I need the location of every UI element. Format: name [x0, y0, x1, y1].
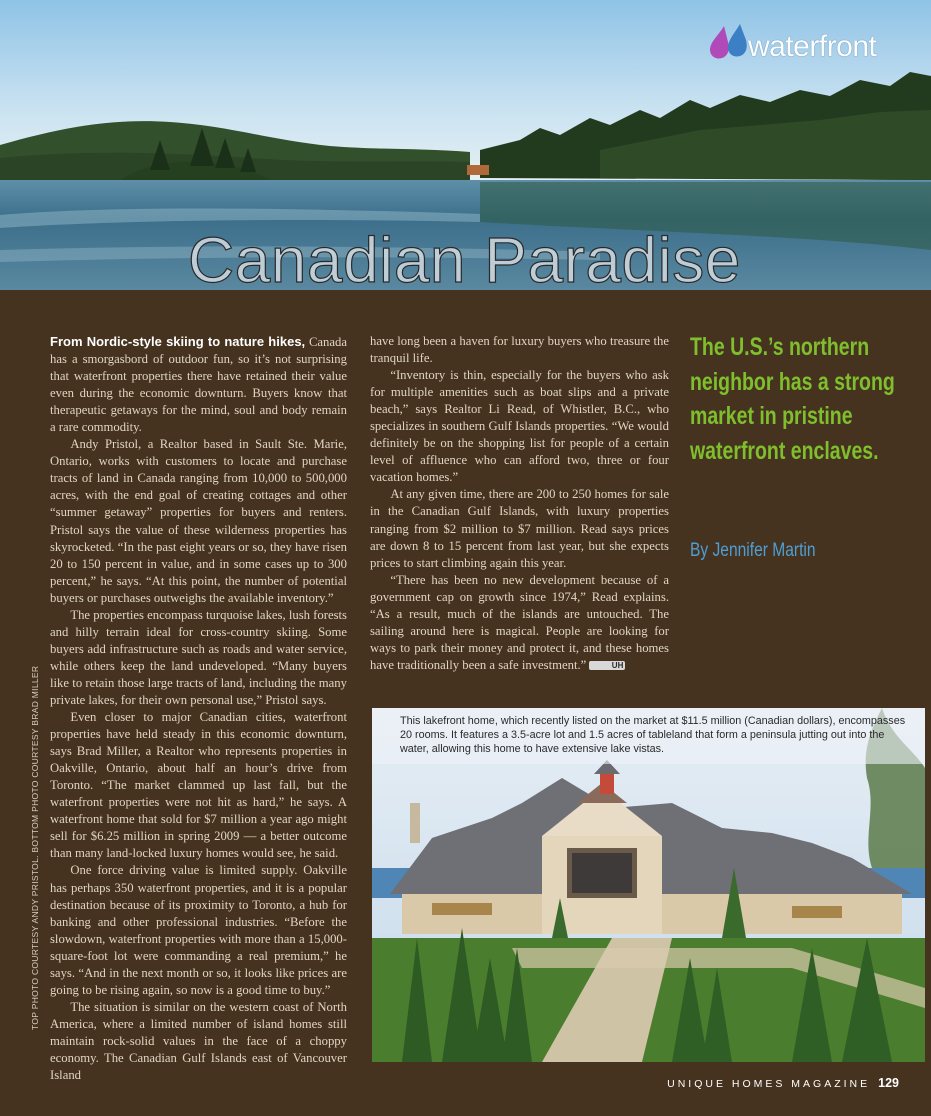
article-paragraph — [50, 333, 347, 436]
page-headline: Canadian Paradise — [188, 224, 741, 290]
magazine-name: UNIQUE HOMES MAGAZINE — [667, 1078, 871, 1090]
waterfront-logo — [704, 22, 914, 74]
water-drop-logo-icon — [704, 22, 752, 62]
article-paragraph: At any given time, there are 200 to 250 homes for sale in the Canadian Gulf Islands, with luxury properties ranging from $2 million to $7 million. Read says prices are down 8 to 15 percent from last year, but she expects prices to start climbing again this year. — [370, 487, 669, 570]
page-footer — [667, 1074, 899, 1092]
article-lead-in: From Nordic-style skiing to nature hikes, — [50, 334, 306, 349]
article-paragraph: The properties encompass turquoise lakes, lush forests and hilly terrain ideal for cross-country skiing. Some buyers add infrastructure such as roads and water service, while others keep the land undeveloped. “Many buyers like to retain those large tracts of land, including the many private lakes, for their own personal use,” Pristol says. — [50, 607, 347, 707]
lakefront-home-image — [372, 708, 925, 1062]
article-column-2 — [370, 333, 669, 674]
article-paragraph: One force driving value is limited supply. Oakville has perhaps 350 waterfront properties, and it is a popular destination because of its proximity to Toronto, a hub for banking and other professional industries. “Before the slowdown, waterfront properties with more than a 15,000-square-foot lot were commanding a real premium,” he says. “And in the next month or so, it looks like prices are going to be rising again, so now is a good time to buy.” — [50, 863, 347, 997]
waterfront-logo-text: waterfront — [748, 30, 877, 63]
article-paragraph: have long been a haven for luxury buyers who treasure the tranquil life. — [370, 334, 669, 366]
article-paragraph — [370, 572, 669, 674]
article-deck: The U.S.’s northern neighbor has a strong market in pristine waterfront enclaves. — [690, 333, 895, 465]
article-paragraph: “Inventory is thin, especially for the buyers who ask for multiple amenities such as boat slips and a private beach,” says Realtor Li Read, of Whistler, B.C., who specializes in southern Gulf Islands properties. “We would definitely be on the shopping list for people of a certain level of affluence who can afford two, three or four vacation homes.” — [370, 368, 669, 485]
hero-lake-photo — [0, 0, 931, 290]
article-byline: By Jennifer Martin — [690, 540, 816, 561]
article-text: “There has been no new development because of a government cap on growth since 1974,” Read explains. “As a result, much of the islands are untouched. The sailing around here is magical. People are looking for ways to park their money and protect it, and these homes have traditionally been a safe investment.” — [370, 572, 669, 672]
article-text: Canada has a smorgasbord of outdoor fun, so it’s not surprising that waterfront properties there have retained their value even during the economic downturn. Buyers know that therapeutic getaways for the mind, soul and body remain a rare commodity. — [50, 335, 347, 435]
article-column-1 — [50, 333, 347, 1084]
lakefront-home-photo — [372, 708, 925, 1062]
page-number: 129 — [878, 1076, 899, 1090]
end-mark-icon: UH — [589, 661, 625, 670]
photo-caption: This lakefront home, which recently listed on the market at $11.5 million (Canadian dollars), encompasses 20 rooms. It features a 3.5-acre lot and 1.5 acres of tableland that form a peninsula jutting out into the water, allowing this home to have extensive lake vistas. — [400, 715, 906, 755]
article-paragraph: The situation is similar on the western coast of North America, where a limited number of island homes still maintain rock-solid values in the face of a choppy economy. The Canadian Gulf Islands east of Vancouver Island — [50, 999, 347, 1083]
photo-credit: TOP PHOTO COURTESY ANDY PRISTOL. BOTTOM PHOTO COURTESY BRAD MILLER — [30, 665, 40, 1030]
article-paragraph: Andy Pristol, a Realtor based in Sault Ste. Marie, Ontario, works with customers to locate and purchase tracts of land in Canada ranging from 10,000 to 500,000 acres, with the end goal of creating cottages and other “summer getaway” properties for buyers and renters. Pristol says the value of these wilderness properties has skyrocketed. “In the past eight years or so, they have risen 20 to 150 percent in value, and in some cases up to 300 percent,” he says. “At this point, the number of potential buyers or purchases outweighs the available inventory.” — [50, 437, 347, 605]
article-paragraph: Even closer to major Canadian cities, waterfront properties have held steady in this economic downturn, says Brad Miller, a Realtor who represents properties in Oakville, Ontario, about half an hour’s drive from Toronto. “The market clammed up last fall, but the waterfront properties were not hit as hard,” he says. A waterfront home that sold for $7 million a year ago might sell for $6.25 million in spring 2009 — a better outcome than many land-locked luxury homes would see, he said. — [50, 710, 347, 861]
